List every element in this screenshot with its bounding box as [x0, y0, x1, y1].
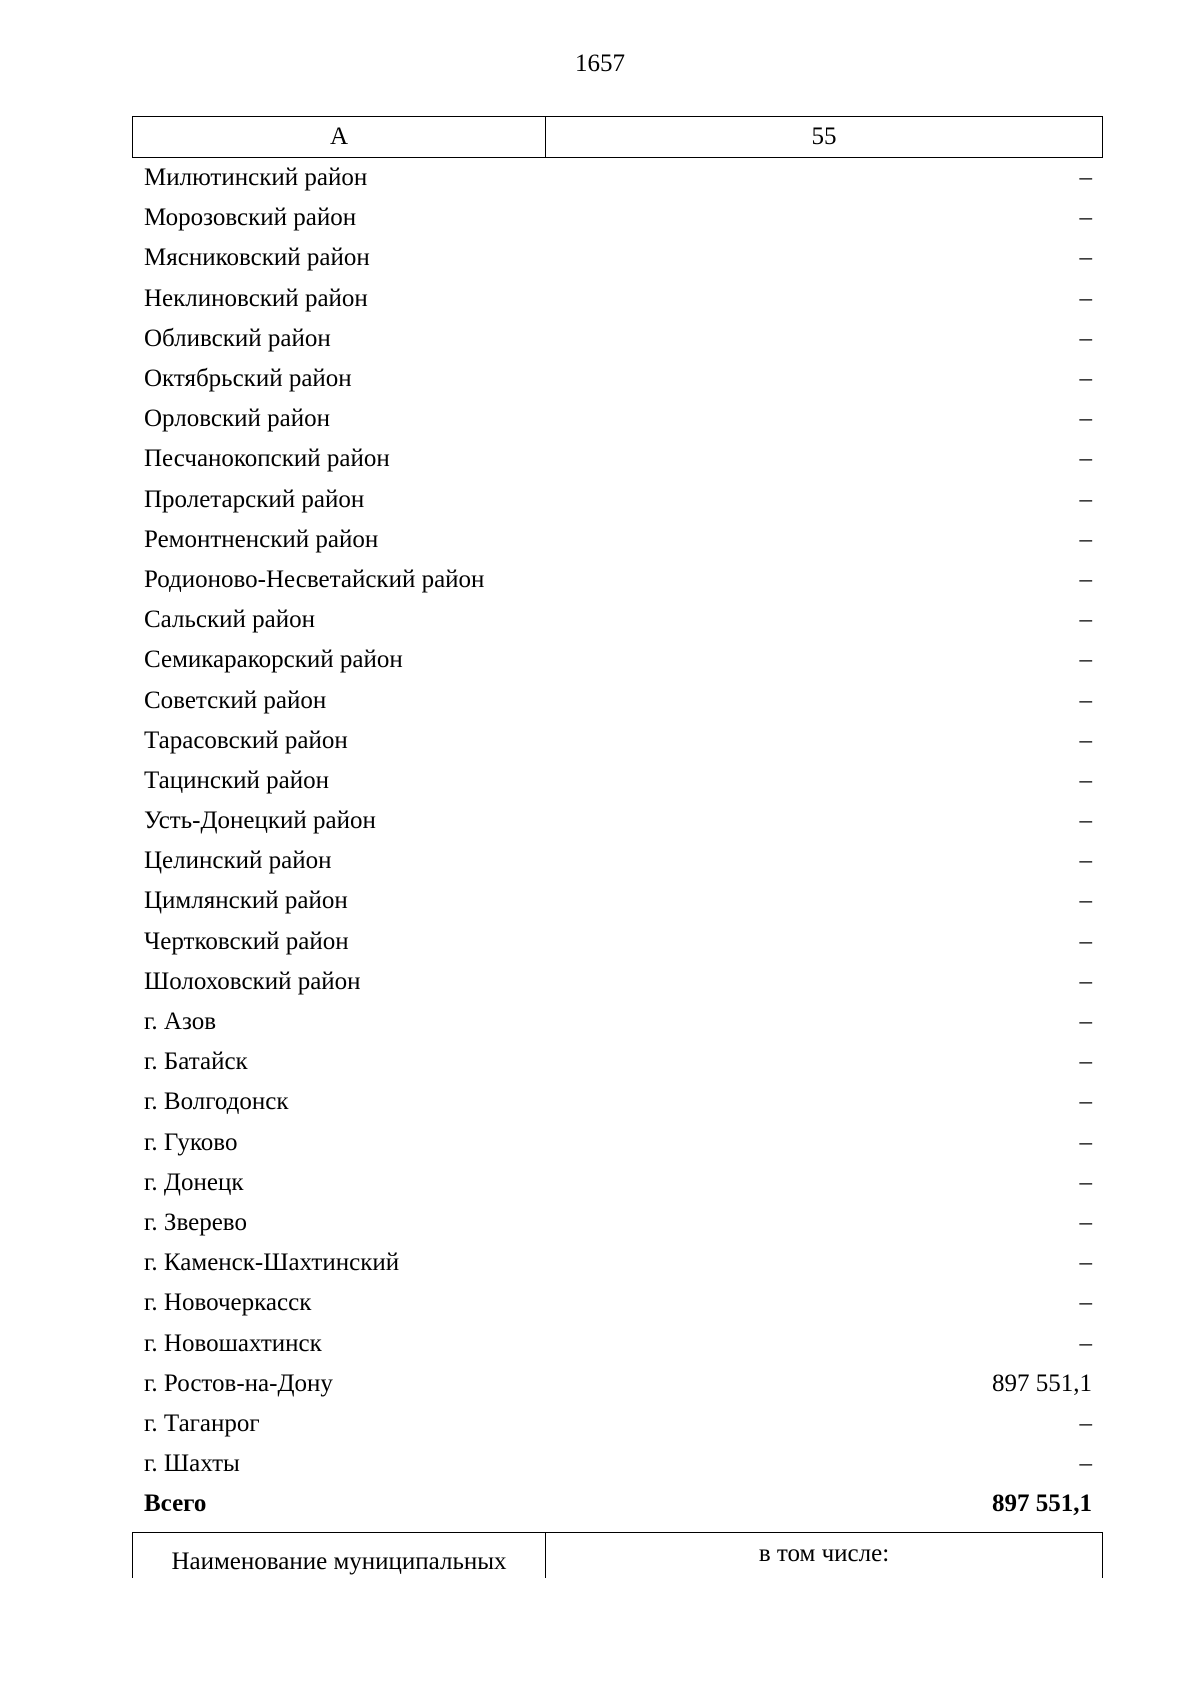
row-name: Мясниковский район [144, 244, 370, 272]
table-row [132, 1323, 1103, 1363]
row-name: Родионово-Несветайский район [144, 565, 485, 593]
row-name: Усть-Донецкий район [144, 807, 376, 835]
row-name: Целинский район [144, 847, 332, 875]
row-name: г. Шахты [144, 1450, 240, 1478]
table-row [132, 238, 1103, 278]
next-table-header [132, 1532, 1103, 1578]
row-name: Тарасовский район [144, 726, 348, 754]
header-col-b: 55 [811, 123, 837, 150]
row-value: – [1079, 1208, 1092, 1236]
table-row [132, 600, 1103, 640]
table-row [132, 922, 1103, 962]
row-name: Октябрьский район [144, 365, 352, 393]
row-value: – [1079, 565, 1092, 593]
row-value: – [1079, 1008, 1092, 1036]
row-name: г. Азов [144, 1008, 217, 1036]
row-value: – [1079, 1409, 1092, 1437]
row-value: – [1079, 1168, 1092, 1196]
row-name: г. Новочеркасск [144, 1289, 312, 1317]
row-value: – [1079, 726, 1092, 754]
header-col-a: А [133, 117, 546, 157]
row-value: – [1079, 1128, 1092, 1156]
row-name: Милютинский район [144, 164, 368, 192]
footer-col-b: в том числе: [758, 1539, 890, 1567]
row-value: – [1079, 927, 1092, 955]
row-name: г. Волгодонск [144, 1088, 289, 1116]
table-row [132, 359, 1103, 399]
row-value: – [1079, 967, 1092, 995]
row-value: – [1079, 1450, 1092, 1478]
row-name: Неклиновский район [144, 284, 368, 312]
table-row [132, 520, 1103, 560]
row-value: – [1079, 1289, 1092, 1317]
row-name: Тацинский район [144, 766, 329, 794]
row-name: Шолоховский район [144, 967, 361, 995]
row-value: – [1079, 244, 1092, 272]
table-row [132, 319, 1103, 359]
total-label: Всего [144, 1490, 207, 1518]
row-name: Морозовский район [144, 204, 357, 232]
row-name: Советский район [144, 686, 327, 714]
table-row [132, 962, 1103, 1002]
row-name: г. Таганрог [144, 1409, 260, 1437]
table-row [132, 721, 1103, 761]
row-value: – [1079, 365, 1092, 393]
row-name: Песчанокопский район [144, 445, 390, 473]
row-value: – [1079, 606, 1092, 634]
row-name: г. Гуково [144, 1128, 238, 1156]
row-value: – [1079, 1088, 1092, 1116]
row-name: Орловский район [144, 405, 330, 433]
row-name: г. Каменск-Шахтинский [144, 1249, 400, 1277]
row-value: – [1079, 686, 1092, 714]
table-row [132, 881, 1103, 921]
row-name: г. Новошахтинск [144, 1329, 322, 1357]
row-value: – [1079, 204, 1092, 232]
row-value: – [1079, 485, 1092, 513]
table-row [132, 198, 1103, 238]
table-row [132, 1243, 1103, 1283]
row-name: Сальский район [144, 606, 315, 634]
total-value: 897 551,1 [992, 1490, 1092, 1518]
row-value: – [1079, 807, 1092, 835]
table-row [132, 158, 1103, 198]
table-row [132, 1082, 1103, 1122]
row-name: г. Донецк [144, 1168, 244, 1196]
page-number: 1657 [575, 50, 625, 77]
row-name: Семикаракорский район [144, 646, 403, 674]
row-name: г. Зверево [144, 1208, 247, 1236]
table-row [132, 1404, 1103, 1444]
table-row [132, 1042, 1103, 1082]
table-row [132, 640, 1103, 680]
table-row [132, 1163, 1103, 1203]
table-row [132, 560, 1103, 600]
row-name: г. Батайск [144, 1048, 248, 1076]
table-row [132, 1364, 1103, 1404]
row-name: Ремонтненский район [144, 525, 379, 553]
table-row [132, 841, 1103, 881]
row-name: г. Ростов-на-Дону [144, 1369, 333, 1397]
row-value: – [1079, 887, 1092, 915]
table-row [132, 1203, 1103, 1243]
row-value: – [1079, 324, 1092, 352]
row-name: Обливский район [144, 324, 331, 352]
row-value: – [1079, 405, 1092, 433]
total-row [132, 1484, 1103, 1524]
table-body [132, 158, 1103, 1524]
table-row [132, 439, 1103, 479]
table-row [132, 1123, 1103, 1163]
row-value: – [1079, 1329, 1092, 1357]
table-row [132, 480, 1103, 520]
footer-col-a: Наименование муниципальных [133, 1533, 546, 1578]
row-value: – [1079, 646, 1092, 674]
table-row [132, 761, 1103, 801]
row-value: – [1079, 847, 1092, 875]
row-name: Цимлянский район [144, 887, 348, 915]
row-name: Чертковский район [144, 927, 349, 955]
row-value: – [1079, 766, 1092, 794]
row-value: – [1079, 284, 1092, 312]
row-name: Пролетарский район [144, 485, 365, 513]
row-value: – [1079, 525, 1092, 553]
row-value: – [1079, 1048, 1092, 1076]
table-row [132, 399, 1103, 439]
row-value: 897 551,1 [992, 1369, 1092, 1397]
row-value: – [1079, 164, 1092, 192]
row-value: – [1079, 445, 1092, 473]
table-row [132, 1283, 1103, 1323]
table-row [132, 1444, 1103, 1484]
table-row [132, 279, 1103, 319]
table-row [132, 801, 1103, 841]
table-header [132, 116, 1103, 158]
table-row [132, 680, 1103, 720]
row-value: – [1079, 1249, 1092, 1277]
table-row [132, 1002, 1103, 1042]
